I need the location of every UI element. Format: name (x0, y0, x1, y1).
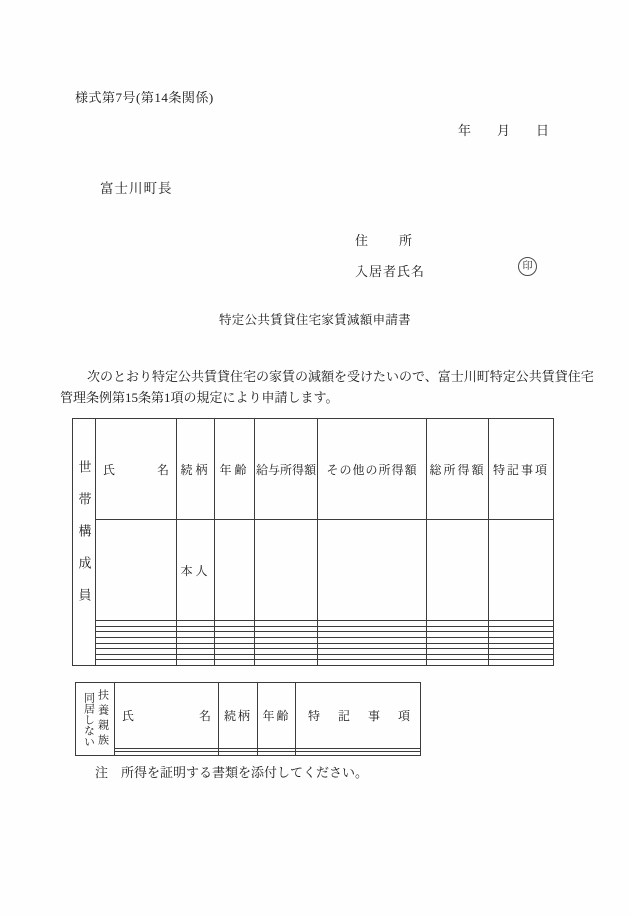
household-cell-total_income (427, 520, 489, 621)
dependent-row (76, 752, 421, 756)
dep-header-relationship: 続柄 (219, 683, 258, 749)
dependents-side-label-inner: 扶養親族 (96, 689, 109, 749)
document-title: 特定公共賃貸住宅家賃減額申請書 (218, 313, 411, 327)
dependent-cell-age (258, 752, 296, 756)
dependent-cell-notes (296, 752, 421, 756)
header-notes: 特記事項 (489, 419, 554, 520)
dependent-cell-relationship (219, 752, 258, 756)
header-other-income: その他の所得額 (318, 419, 427, 520)
household-side-label: 世帯構成員 (76, 460, 92, 620)
household-side-cell (73, 419, 96, 666)
household-cell-age (215, 520, 255, 621)
date-day-label: 日 (535, 123, 549, 138)
footnote: 注 所得を証明する書類を添付してください。 (95, 765, 369, 780)
non-cohabiting-dependents-table (75, 682, 421, 756)
addressee: 富士川町長 (100, 181, 173, 196)
address-label-right: 所 (398, 233, 412, 248)
dep-header-notes: 特 記 事 項 (296, 683, 421, 749)
form-number: 様式第7号(第14条関係) (75, 90, 214, 105)
seal-mark-icon: 印 (518, 257, 537, 276)
household-cell-salary_income (255, 660, 318, 666)
dependent-cell-name (115, 752, 219, 756)
date-year-label: 年 (458, 123, 472, 138)
dep-header-name: 氏 名 (115, 683, 219, 749)
body-paragraph (60, 366, 605, 408)
household-cell-total_income (427, 660, 489, 666)
household-cell-name (96, 660, 177, 666)
household-cell-other_income (318, 520, 427, 621)
dep-header-age: 年齢 (258, 683, 296, 749)
dependents-table-body (76, 683, 421, 756)
household-cell-notes (489, 520, 554, 621)
header-name: 氏 名 (96, 419, 177, 520)
household-cell-salary_income (255, 520, 318, 621)
household-cell-relationship (177, 660, 215, 666)
dependents-header-row (76, 683, 421, 749)
household-cell-notes (489, 660, 554, 666)
body-paragraph-line2: 管理条例第15条第1項の規定により申請します。 (60, 390, 339, 405)
household-row (73, 520, 554, 621)
address-label-left: 住 (355, 233, 369, 248)
household-cell-other_income (318, 660, 427, 666)
address-label (355, 230, 412, 249)
date-month-label: 月 (496, 123, 510, 138)
date-line (458, 120, 549, 139)
dependents-side-label-outer: 同居しない (82, 691, 95, 747)
household-members-table (72, 418, 554, 666)
body-paragraph-line1: 次のとおり特定公共賃貸住宅の家賃の減額を受けたいので、富士川町特定公共賃貸住宅 (87, 369, 594, 384)
household-cell-relationship: 本人 (177, 520, 215, 621)
header-relationship: 続柄 (177, 419, 215, 520)
household-cell-name (96, 520, 177, 621)
header-total-income: 総所得額 (427, 419, 489, 520)
household-table-body (73, 419, 554, 666)
household-header-row (73, 419, 554, 520)
header-age: 年齢 (215, 419, 255, 520)
household-cell-age (215, 660, 255, 666)
resident-name-label: 入居者氏名 (355, 264, 426, 279)
header-salary-income: 給与所得額 (255, 419, 318, 520)
dependents-side-cell (76, 683, 115, 756)
household-row (73, 660, 554, 666)
